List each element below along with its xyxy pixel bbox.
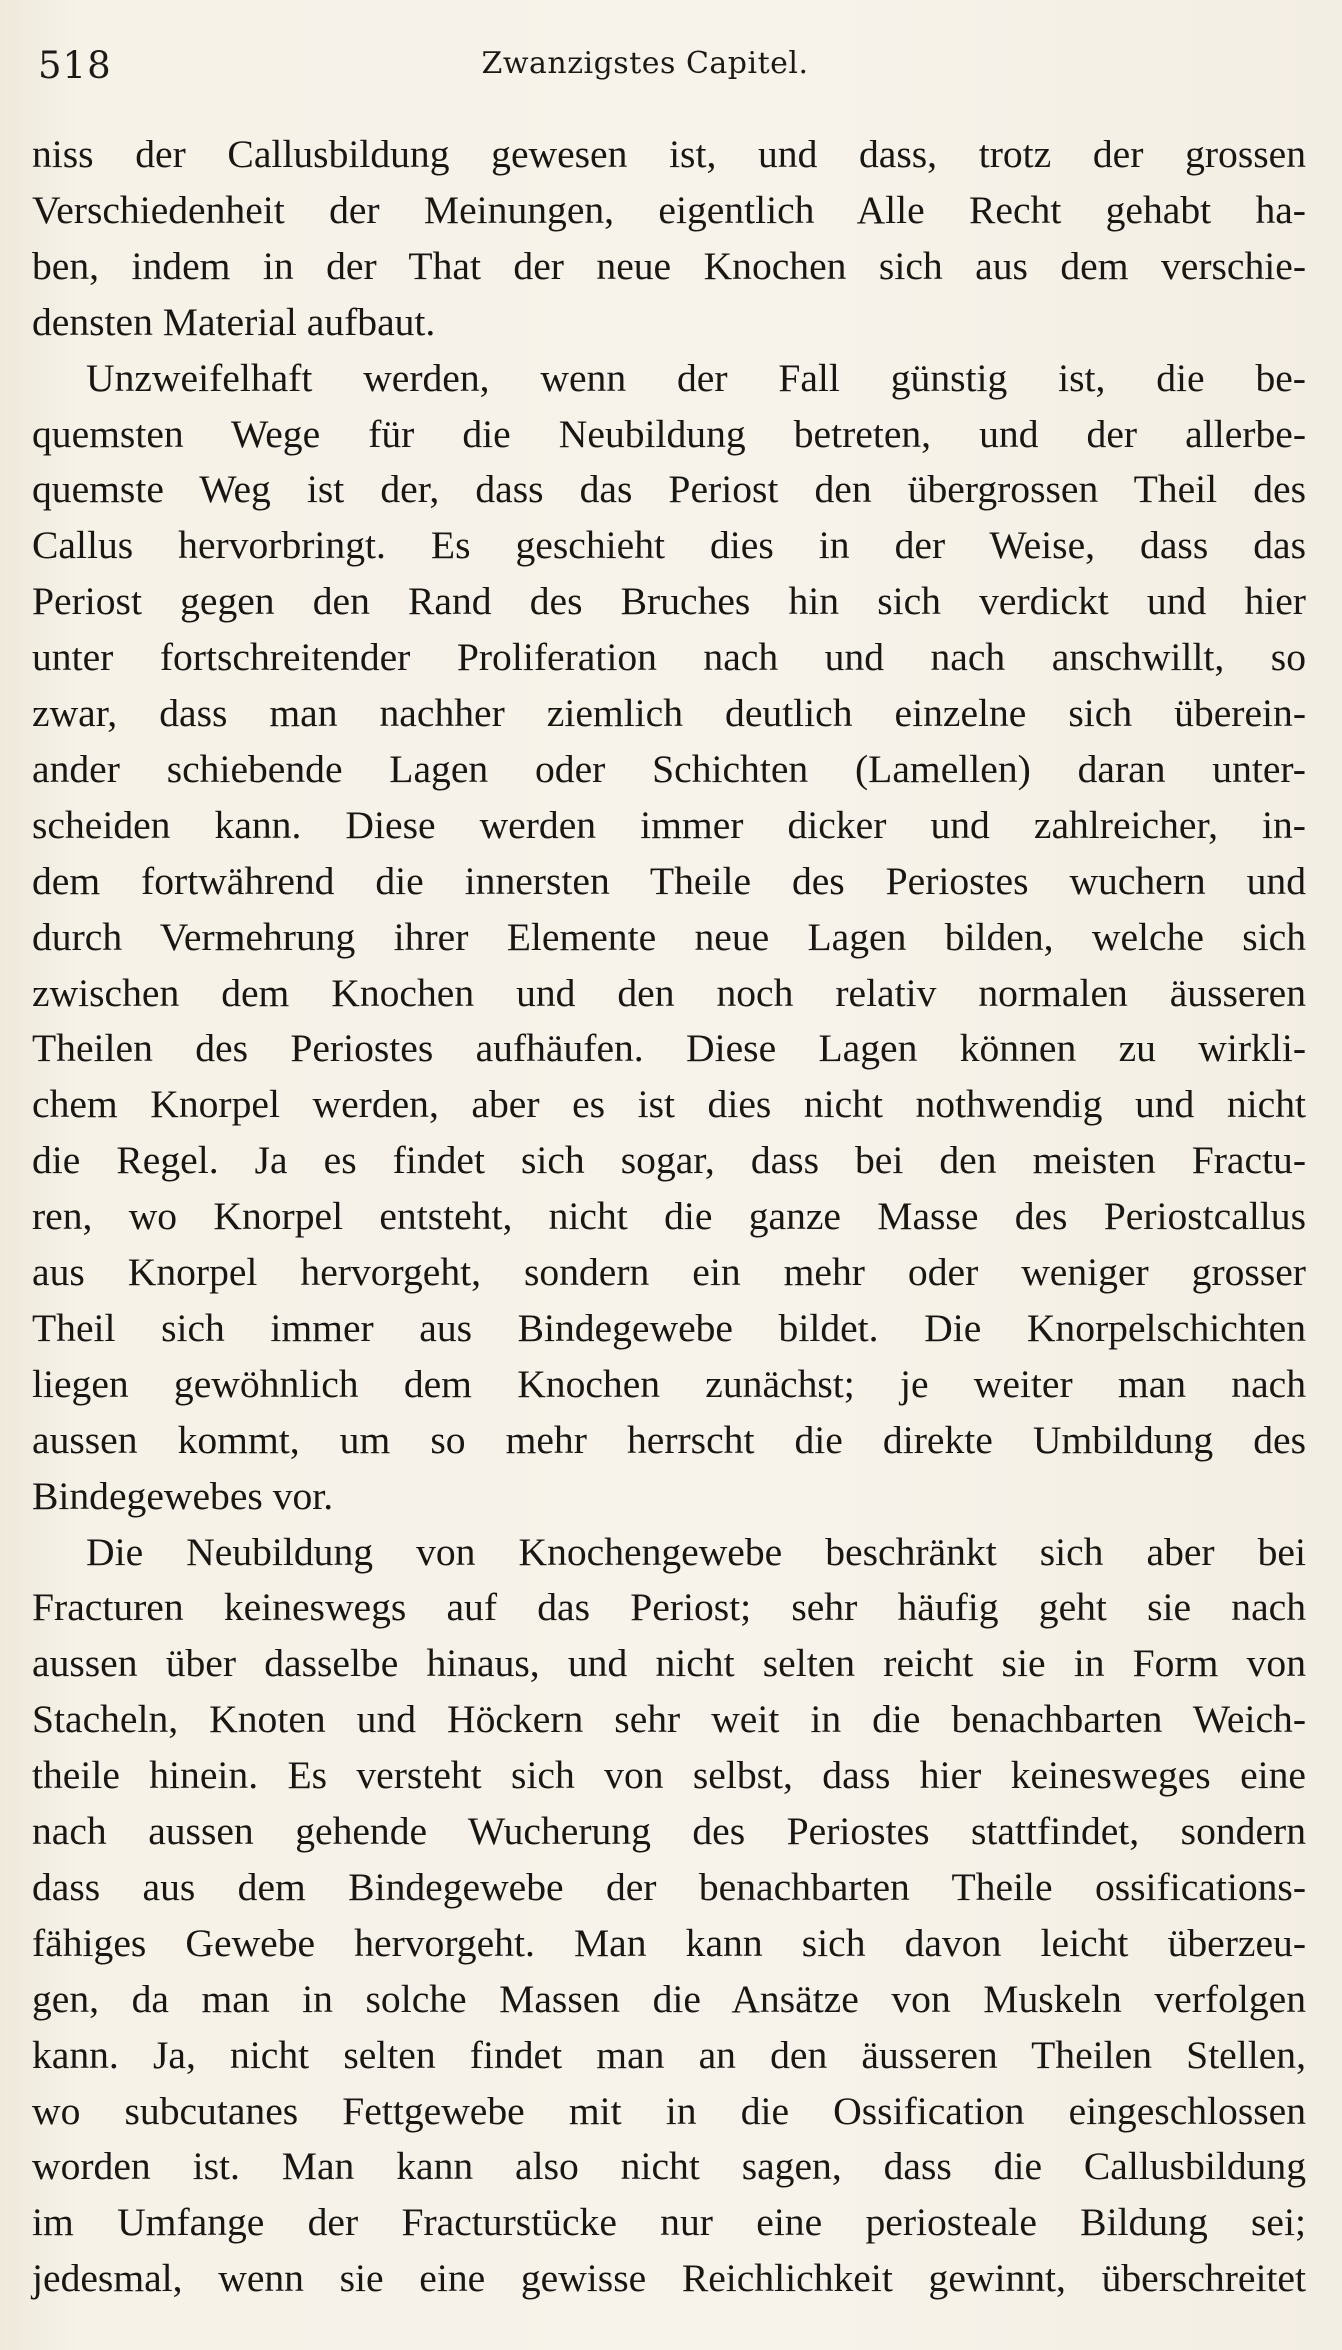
text-line: quemsten Wege für die Neubildung betreten, und der allerbe-: [32, 411, 1306, 456]
text-line: Periost gegen den Rand des Bruches hin sich verdickt und hier: [32, 579, 1306, 624]
text-line: durch Vermehrung ihrer Elemente neue Lagen bilden, welche sich: [32, 914, 1306, 959]
text-line: Theil sich immer aus Bindegewebe bildet. Die Knorpelschichten: [32, 1305, 1306, 1350]
text-line: Verschiedenheit der Meinungen, eigentlich Alle Recht gehabt ha-: [32, 187, 1306, 232]
text-line: nach aussen gehende Wucherung des Periostes stattfindet, sondern: [32, 1809, 1306, 1853]
text-line: im Umfange der Fracturstücke nur eine periosteale Bildung sei;: [32, 2200, 1306, 2245]
text-line: densten Material aufbaut.: [32, 299, 436, 344]
text-line: zwischen dem Knochen und den noch relativ normalen äusseren: [32, 970, 1306, 1015]
text-line: unter fortschreitender Proliferation nach und nach anschwillt, so: [32, 635, 1306, 680]
text-line: ben, indem in der That der neue Knochen sich aus dem verschie-: [32, 243, 1306, 288]
text-line: aussen kommt, um so mehr herrscht die direkte Umbildung des: [32, 1417, 1306, 1462]
text-line: zwar, dass man nachher ziemlich deutlich einzelne sich überein-: [32, 691, 1306, 735]
text-line: Fracturen keineswegs auf das Periost; sehr häufig geht sie nach: [32, 1585, 1306, 1630]
text-line: Die Neubildung von Knochengewebe beschränkt sich aber bei: [86, 1529, 1306, 1574]
text-line: niss der Callusbildung gewesen ist, und dass, trotz der grossen: [32, 132, 1306, 176]
text-line: dass aus dem Bindegewebe der benachbarten Theile ossifications-: [32, 1864, 1306, 1909]
text-line: Bindegewebes vor.: [32, 1473, 334, 1518]
text-line: ander schiebende Lagen oder Schichten (Lamellen) daran unter-: [32, 746, 1306, 791]
text-line: jedesmal, wenn sie eine gewisse Reichlichkeit gewinnt, überschreitet: [32, 2256, 1306, 2301]
text-line: die Regel. Ja es findet sich sogar, dass bei den meisten Fractu-: [32, 1138, 1306, 1183]
text-line: ren, wo Knorpel entsteht, nicht die ganze Masse des Periostcallus: [32, 1194, 1306, 1239]
text-line: gen, da man in solche Massen die Ansätze von Muskeln verfolgen: [32, 1976, 1306, 2021]
text-line: Theilen des Periostes aufhäufen. Diese Lagen können zu wirkli-: [32, 1026, 1306, 1071]
text-line: dem fortwährend die innersten Theile des Periostes wuchern und: [32, 858, 1306, 903]
text-line: chem Knorpel werden, aber es ist dies nicht nothwendig und nicht: [32, 1082, 1306, 1127]
text-line: aussen über dasselbe hinaus, und nicht selten reicht sie in Form von: [32, 1641, 1306, 1686]
text-line: kann. Ja, nicht selten findet man an den äusseren Theilen Stellen,: [32, 2032, 1306, 2077]
text-line: aus Knorpel hervorgeht, sondern ein mehr oder weniger grosser: [32, 1250, 1306, 1294]
text-line: liegen gewöhnlich dem Knochen zunächst; je weiter man nach: [32, 1361, 1306, 1406]
text-line: worden ist. Man kann also nicht sagen, dass die Callusbildung: [32, 2144, 1306, 2189]
text-line: fähiges Gewebe hervorgeht. Man kann sich davon leicht überzeu-: [32, 1920, 1306, 1965]
page-number: 518: [38, 44, 112, 87]
text-line: wo subcutanes Fettgewebe mit in die Ossification eingeschlossen: [32, 2088, 1306, 2133]
text-line: Callus hervorbringt. Es geschieht dies in der Weise, dass das: [32, 523, 1306, 568]
text-line: Stacheln, Knoten und Höckern sehr weit in die benachbarten Weich-: [32, 1697, 1306, 1742]
text-line: scheiden kann. Diese werden immer dicker und zahlreicher, in-: [32, 802, 1306, 847]
page-header: [30, 40, 1310, 90]
text-line: Unzweifelhaft werden, wenn der Fall günstig ist, die be-: [86, 355, 1306, 400]
text-line: quemste Weg ist der, dass das Periost den übergrossen Theil des: [32, 467, 1306, 512]
text-line: theile hinein. Es versteht sich von selbst, dass hier keinesweges eine: [32, 1753, 1306, 1798]
running-head: Zwanzigstes Capitel.: [481, 46, 809, 81]
